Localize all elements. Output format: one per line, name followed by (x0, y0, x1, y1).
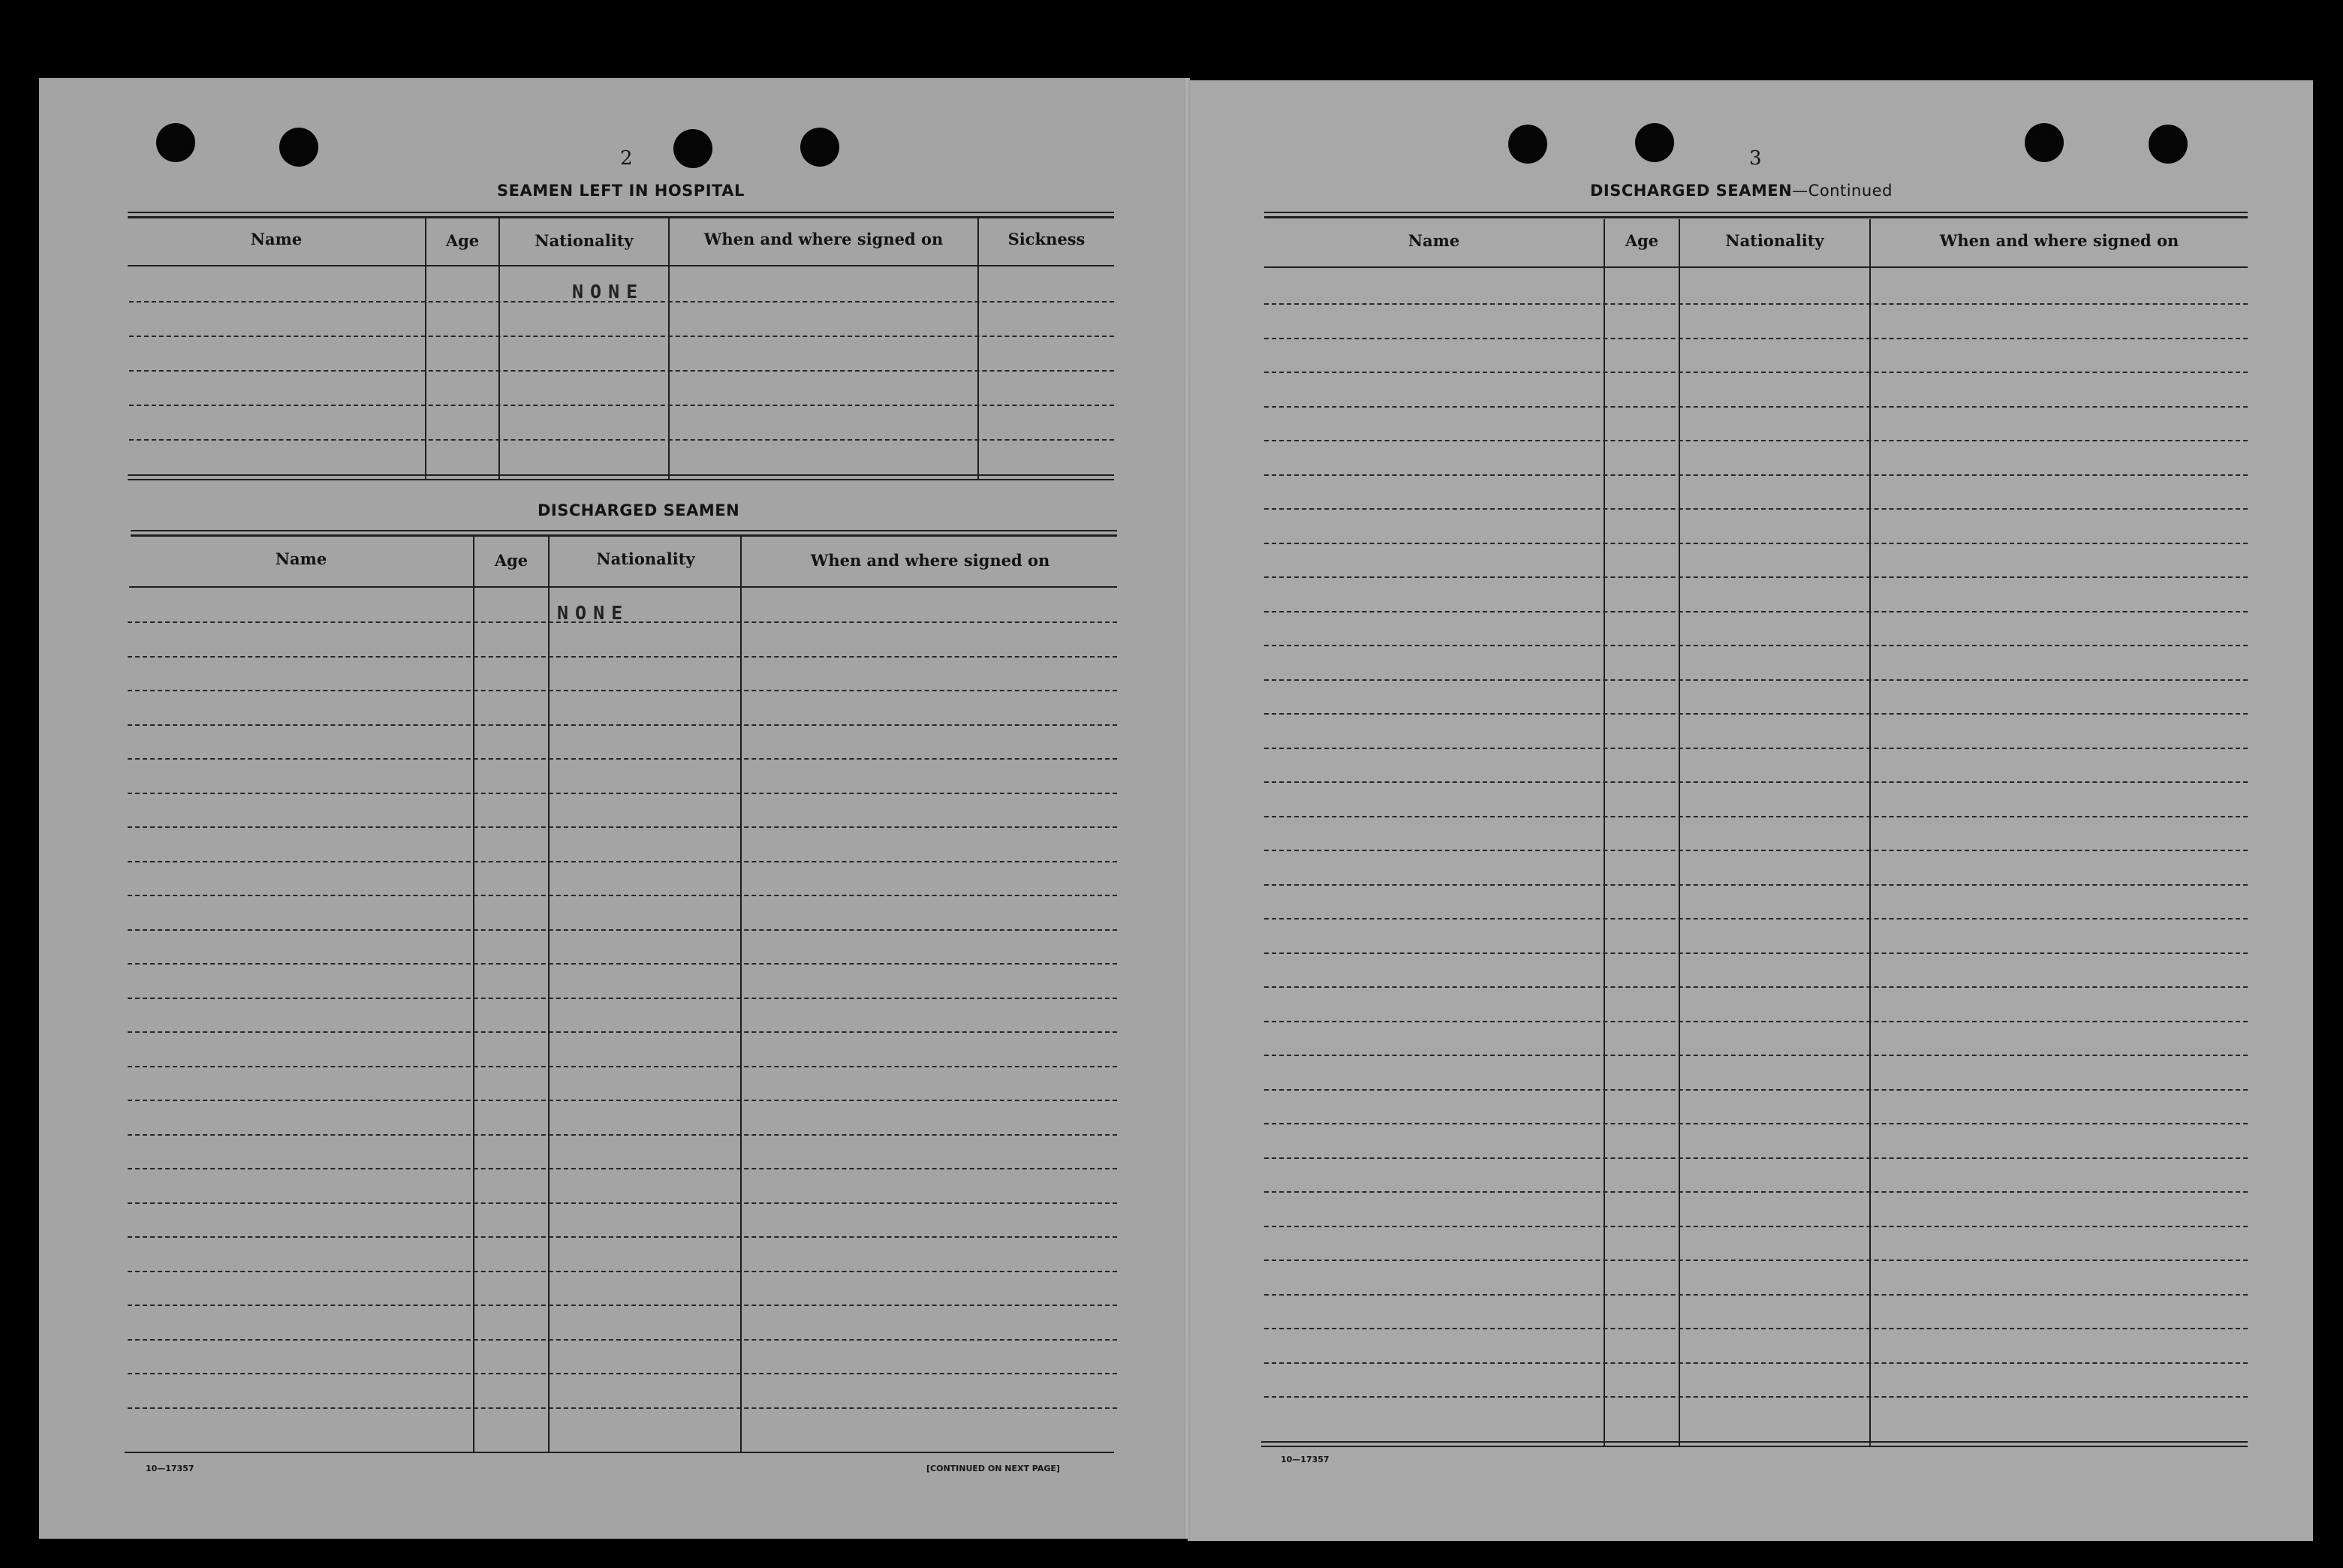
ruled-line (1264, 1055, 2248, 1056)
right-bottom-rule (1261, 1446, 2248, 1447)
hospital-col-name: Name (250, 230, 303, 248)
column-divider (548, 536, 550, 1453)
hospital-header-rule (128, 265, 1114, 266)
discharged-header-rule (129, 586, 1117, 588)
ruled-line (1264, 1294, 2248, 1296)
ruled-line (1264, 953, 2248, 954)
hospital-col-sickness: Sickness (1007, 230, 1086, 248)
form-number: 10—17357 (146, 1464, 194, 1473)
ruled-line (128, 1031, 1117, 1033)
right-header-rule (1264, 266, 2248, 268)
ruled-line (1264, 986, 2248, 988)
form-number: 10—17357 (1281, 1455, 1330, 1464)
title-main: DISCHARGED SEAMEN (1590, 182, 1793, 200)
column-divider (740, 536, 742, 1453)
punch-hole (156, 123, 195, 162)
ruled-line (128, 1373, 1117, 1374)
right-col-name: Name (1408, 231, 1460, 250)
ruled-line (1264, 474, 2248, 476)
ruled-line (128, 998, 1117, 999)
ruled-line (128, 895, 1117, 896)
ruled-line (1264, 543, 2248, 544)
ruled-line (1264, 850, 2248, 851)
discharged-col-name: Name (275, 549, 327, 568)
ruled-line (129, 405, 1114, 406)
ruled-line (1264, 1021, 2248, 1022)
ruled-line (128, 724, 1117, 726)
ruled-line (1264, 1123, 2248, 1124)
right-page (1188, 80, 2313, 1541)
hospital-top-rule (128, 216, 1114, 218)
ruled-line (1264, 1328, 2248, 1329)
punch-hole (1635, 123, 1674, 162)
ruled-line (1264, 406, 2248, 408)
ruled-line (128, 861, 1117, 862)
ruled-line (1264, 303, 2248, 305)
ruled-line (1264, 713, 2248, 715)
ruled-line (1264, 679, 2248, 681)
continued-note: [CONTINUED ON NEXT PAGE] (926, 1464, 1060, 1473)
punch-hole (673, 129, 712, 168)
hospital-col-age: Age (445, 231, 480, 250)
discharged-continued-title (1590, 182, 1893, 200)
ruled-line (128, 621, 1117, 623)
right-col-age: Age (1625, 231, 1659, 250)
punch-hole (2149, 125, 2188, 164)
ruled-line (1264, 1226, 2248, 1227)
column-divider (1604, 219, 1605, 1446)
ruled-line (1264, 1260, 2248, 1261)
hospital-bottom-rule (128, 474, 1114, 476)
ruled-line (1264, 1396, 2248, 1398)
column-divider (1679, 219, 1680, 1446)
page-fold (1184, 78, 1190, 1539)
discharged-top-rule (131, 534, 1117, 537)
hospital-entry: NONE (572, 281, 645, 302)
ruled-line (1264, 372, 2248, 373)
ruled-line (1264, 338, 2248, 339)
ruled-line (128, 690, 1117, 691)
punch-hole (800, 128, 839, 167)
ruled-line (1264, 440, 2248, 441)
ruled-line (128, 656, 1117, 658)
ruled-line (1264, 781, 2248, 783)
ruled-line (129, 439, 1114, 441)
page-number: 2 (620, 147, 633, 170)
ruled-line (129, 370, 1114, 372)
ruled-line (1264, 1191, 2248, 1193)
ruled-line (128, 1236, 1117, 1238)
hospital-section-title: SEAMEN LEFT IN HOSPITAL (497, 182, 745, 200)
ruled-line (128, 826, 1117, 828)
ruled-line (128, 1134, 1117, 1136)
punch-hole (1508, 125, 1547, 164)
discharged-top-rule (131, 530, 1117, 531)
hospital-col-nationality: Nationality (535, 231, 634, 250)
ruled-line (1264, 576, 2248, 578)
ruled-line (1264, 884, 2248, 886)
discharged-bottom-rule (125, 1452, 1114, 1453)
ruled-line (128, 963, 1117, 965)
right-top-rule (1264, 216, 2248, 218)
column-divider (473, 536, 474, 1453)
discharged-col-nationality: Nationality (596, 549, 695, 568)
discharged-col-signed-on: When and where signed on (810, 551, 1050, 570)
ruled-line (128, 1066, 1117, 1067)
hospital-bottom-rule (128, 479, 1114, 480)
punch-hole (2025, 123, 2064, 162)
hospital-col-signed-on: When and where signed on (703, 230, 944, 248)
ruled-line (1264, 645, 2248, 646)
ruled-line (128, 1100, 1117, 1101)
ruled-line (128, 1407, 1117, 1409)
ruled-line (1264, 508, 2248, 510)
ruled-line (128, 1271, 1117, 1272)
ruled-line (128, 758, 1117, 760)
ruled-line (1264, 1089, 2248, 1091)
ruled-line (1264, 918, 2248, 919)
ruled-line (1264, 816, 2248, 817)
right-bottom-rule (1261, 1441, 2248, 1443)
ruled-line (128, 1202, 1117, 1204)
title-continued: —Continued (1792, 182, 1893, 200)
discharged-entry: NONE (557, 602, 630, 624)
ruled-line (1264, 1362, 2248, 1364)
ruled-line (128, 1339, 1117, 1341)
ruled-line (128, 793, 1117, 794)
right-top-rule (1264, 212, 2248, 213)
punch-hole (279, 128, 318, 167)
column-divider (1869, 219, 1871, 1446)
discharged-col-age: Age (494, 551, 529, 570)
hospital-top-rule (128, 212, 1114, 213)
ruled-line (1264, 611, 2248, 612)
ruled-line (129, 336, 1114, 337)
right-col-signed-on: When and where signed on (1939, 231, 2179, 250)
ruled-line (1264, 1157, 2248, 1159)
page-number: 3 (1749, 147, 1762, 170)
ruled-line (128, 1305, 1117, 1306)
ruled-line (128, 1168, 1117, 1169)
right-col-nationality: Nationality (1725, 231, 1824, 250)
ruled-line (128, 929, 1117, 931)
discharged-section-title: DISCHARGED SEAMEN (538, 501, 740, 519)
ruled-line (1264, 748, 2248, 749)
